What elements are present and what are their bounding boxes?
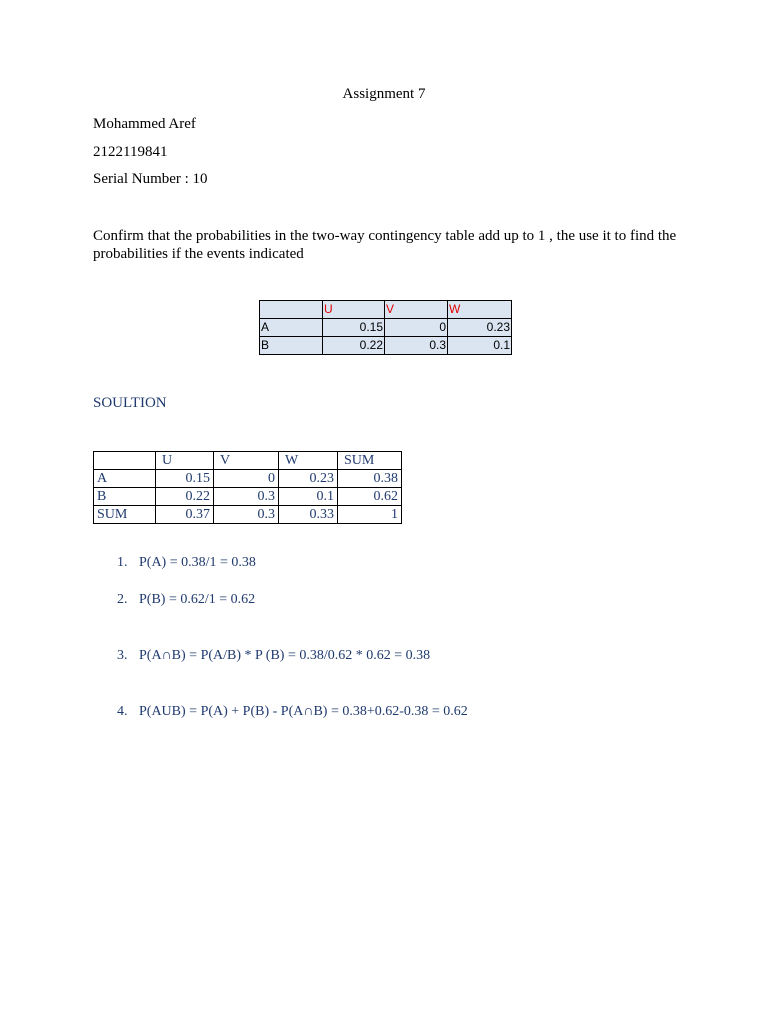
serial-number: Serial Number : 10 <box>93 171 208 187</box>
question-text: Confirm that the probabilities in the two-way contingency table add up to 1 , the use it to find the probabilities if the events indicated <box>93 228 677 262</box>
table-row <box>94 488 402 506</box>
solution-heading: SOULTION <box>93 395 167 411</box>
table-cell: W <box>448 301 512 319</box>
student-id: 2122119841 <box>93 144 168 160</box>
table-cell: 0.23 <box>448 319 512 337</box>
table-cell: 0.3 <box>214 488 279 506</box>
solution-table <box>93 451 402 524</box>
table-row <box>94 470 402 488</box>
table-cell: B <box>260 337 323 355</box>
list-number: 1. <box>117 555 128 570</box>
table-cell: V <box>385 301 448 319</box>
table-cell: 0.15 <box>156 470 214 488</box>
list-text: P(A∩B) = P(A/B) * P (B) = 0.38/0.62 * 0.62 = 0.38 <box>139 648 431 663</box>
table-cell: 0.37 <box>156 506 214 524</box>
table-cell: 0.1 <box>279 488 338 506</box>
table-cell: 0.22 <box>156 488 214 506</box>
given-contingency-table <box>259 300 512 355</box>
table-cell: 0.23 <box>279 470 338 488</box>
table-cell: 0 <box>214 470 279 488</box>
table-cell <box>94 452 156 470</box>
table-cell: SUM <box>94 506 156 524</box>
table-cell: 0.62 <box>338 488 402 506</box>
table-cell: SUM <box>338 452 402 470</box>
list-number: 2. <box>117 592 128 607</box>
list-text: P(A) = 0.38/1 = 0.38 <box>139 555 256 570</box>
list-item <box>117 704 468 720</box>
table-cell: 0 <box>385 319 448 337</box>
table-cell: V <box>214 452 279 470</box>
table-row <box>260 319 512 337</box>
table-row <box>94 506 402 524</box>
list-item <box>117 648 430 664</box>
table-cell: A <box>260 319 323 337</box>
table-cell: 0.33 <box>279 506 338 524</box>
table-cell <box>260 301 323 319</box>
table-cell: A <box>94 470 156 488</box>
table-cell: B <box>94 488 156 506</box>
table-cell: 0.1 <box>448 337 512 355</box>
list-item <box>117 555 256 571</box>
table-cell: W <box>279 452 338 470</box>
table-cell: 0.3 <box>214 506 279 524</box>
table-header-row <box>260 301 512 319</box>
list-text: P(B) = 0.62/1 = 0.62 <box>139 592 256 607</box>
table-row <box>260 337 512 355</box>
list-text: P(AUB) = P(A) + P(B) - P(A∩B) = 0.38+0.62-0.38 = 0.62 <box>139 704 468 719</box>
list-number: 4. <box>117 704 128 719</box>
table-cell: 0.15 <box>323 319 385 337</box>
table-cell: U <box>156 452 214 470</box>
list-item <box>117 592 255 608</box>
table-cell: 0.22 <box>323 337 385 355</box>
document-title: Assignment 7 <box>342 86 426 102</box>
author-name: Mohammed Aref <box>93 116 196 132</box>
list-number: 3. <box>117 648 128 663</box>
table-header-row <box>94 452 402 470</box>
table-cell: U <box>323 301 385 319</box>
table-cell: 0.3 <box>385 337 448 355</box>
table-cell: 1 <box>338 506 402 524</box>
table-cell: 0.38 <box>338 470 402 488</box>
